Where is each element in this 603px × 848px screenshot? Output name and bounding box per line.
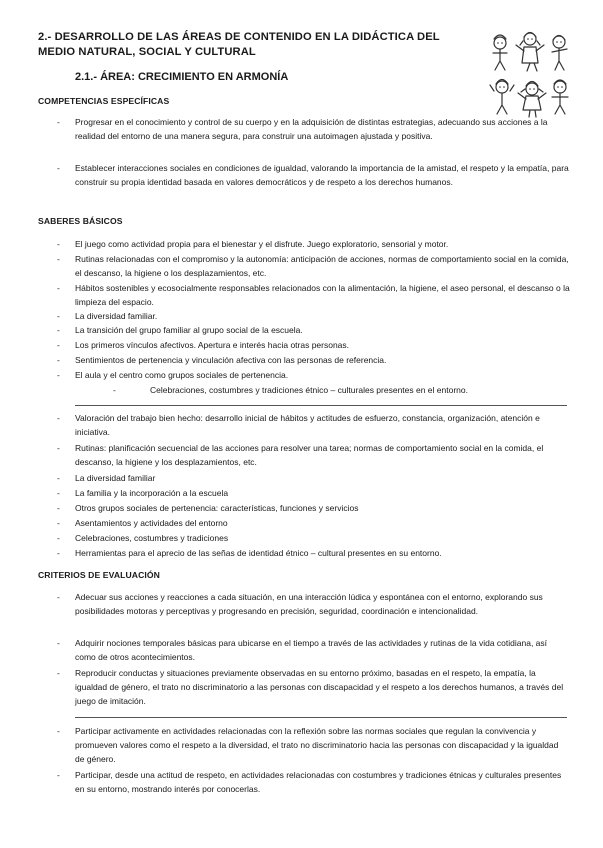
list-item: - Sentimientos de pertenencia y vinculación afectiva con las personas de referencia. <box>75 353 570 367</box>
document-title: 2.- DESARROLLO DE LAS ÁREAS DE CONTENIDO EN LA DIDÁCTICA DEL MEDIO NATURAL, SOCIAL Y CULTURAL <box>38 31 440 58</box>
list-item: - La transición del grupo familiar al grupo social de la escuela. <box>75 323 570 337</box>
divider <box>75 717 567 718</box>
list-item: - Establecer interacciones sociales en condiciones de igualdad, valorando la importancia de la amistad, el respeto y la empatía, para construir su propia identidad basada en valores democráticos y de respeto a los derechos humanos. <box>75 161 570 189</box>
list-item: - Herramientas para el aprecio de las señas de identidad étnico – cultural presentes en su entorno. <box>75 546 570 560</box>
list-item: - Reproducir conductas y situaciones previamente observadas en su entorno próximo, basadas en el respeto, la empatía, la igualdad de género, el trato no discriminatorio a las personas con discapacidad y el respeto a los derechos humanos, a través del juego de imitación. <box>75 666 570 708</box>
list-item: - Participar, desde una actitud de respeto, en actividades relacionadas con costumbres y tradiciones étnicas y culturales presentes en su entorno, mostrando interés por conocerlas. <box>75 768 570 796</box>
section-title-criterios: CRITERIOS DE EVALUACIÓN <box>38 570 160 580</box>
list-item: - Otros grupos sociales de pertenencia: características, funciones y servicios <box>75 501 570 515</box>
sub-list-item: - Celebraciones, costumbres y tradiciones étnico – culturales presentes en el entorno. <box>150 383 570 397</box>
list-item: - Rutinas: planificación secuencial de las acciones para resolver una tarea; normas de comportamiento social en la comida, el descanso, la higiene y los desplazamientos, etc. <box>75 441 570 469</box>
list-item: - El aula y el centro como grupos sociales de pertenencia. <box>75 368 570 382</box>
list-item: - La diversidad familiar <box>75 471 570 485</box>
document-subtitle: 2.1.- ÁREA: CRECIMIENTO EN ARMONÍA <box>75 71 289 83</box>
list-item: - La diversidad familiar. <box>75 309 570 323</box>
list-item: - Progresar en el conocimiento y control de su cuerpo y en la adquisición de distintas estrategias, adecuando sus acciones a la realidad del entorno de una manera segura, para construir una autoimagen ajustada y positiva. <box>75 115 570 143</box>
list-item: - Adecuar sus acciones y reacciones a cada situación, en una interacción lúdica y espontánea con el entorno, explorando sus posibilidades motoras y perceptivas y progresando en precisión, seguridad, coordinación e intencionalidad. <box>75 590 570 618</box>
list-item: - Participar activamente en actividades relacionadas con la reflexión sobre las normas sociales que regulan la convivencia y promueven valores como el respeto a la diversidad, el trato no discriminatorio hacia las personas con discapacidad y la igualdad de género. <box>75 724 570 766</box>
list-item: - Adquirir nociones temporales básicas para ubicarse en el tiempo a través de las actividades y rutinas de la vida cotidiana, así como de otros acontecimientos. <box>75 636 570 664</box>
section-title-saberes: SABERES BÁSICOS <box>38 216 123 226</box>
list-item: - Los primeros vínculos afectivos. Apertura e interés hacia otras personas. <box>75 338 570 352</box>
list-item: - El juego como actividad propia para el bienestar y el disfrute. Juego exploratorio, sensorial y motor. <box>75 237 570 251</box>
list-item: - Celebraciones, costumbres y tradiciones <box>75 531 570 545</box>
section-title-competencias: COMPETENCIAS ESPECÍFICAS <box>38 96 170 106</box>
children-playing-icon <box>486 27 576 119</box>
list-item: - Asentamientos y actividades del entorno <box>75 516 570 530</box>
list-item: - La familia y la incorporación a la escuela <box>75 486 570 500</box>
list-item: - Rutinas relacionadas con el compromiso y la autonomía: anticipación de acciones, normas de comportamiento social en la comida, el descanso, la higiene o los desplazamientos, etc. <box>75 252 570 280</box>
divider <box>75 405 567 406</box>
list-item: - Hábitos sostenibles y ecosocialmente responsables relacionados con la alimentación, la higiene, el aseo personal, el descanso o la limpieza del espacio. <box>75 281 570 309</box>
list-item: - Valoración del trabajo bien hecho: desarrollo inicial de hábitos y actitudes de esfuerzo, constancia, organización, atención e iniciativa. <box>75 411 570 439</box>
